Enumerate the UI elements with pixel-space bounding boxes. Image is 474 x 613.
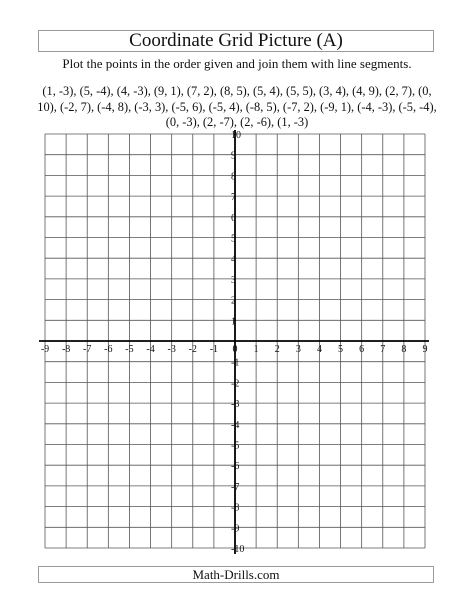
x-tick-label: 9	[422, 344, 428, 355]
y-tick-label: -6	[231, 461, 240, 473]
x-tick-label: -5	[125, 344, 134, 355]
y-tick-label: 1	[231, 316, 236, 328]
worksheet-title: Coordinate Grid Picture (A)	[38, 30, 434, 52]
y-tick-label: 9	[231, 150, 236, 162]
y-tick-label: -8	[231, 502, 240, 514]
y-tick-label: 5	[231, 233, 236, 245]
x-tick-label: -3	[167, 344, 176, 355]
y-tick-label: 3	[231, 274, 236, 286]
footer-credit: Math-Drills.com	[38, 566, 434, 583]
x-tick-label: 3	[295, 344, 301, 355]
point-list: (1, -3), (5, -4), (4, -3), (9, 1), (7, 2), (8, 5), (5, 4), (5, 5), (3, 4), (4, 9), (2, 7), (0, 10), (-2, 7), (-4, 8), (-3, 3), (-5, 6), (-5, 4), (-8, 5), (-7, 2), (-9, 1), (-4, -3), (-5, -4), (0, -3), (2, -7), (2, -6), (1, -3)	[37, 84, 437, 129]
y-tick-label: -3	[231, 399, 240, 411]
x-tick-label: 1	[253, 344, 259, 355]
y-tick-label: 4	[231, 254, 236, 266]
x-tick-label: -6	[104, 344, 113, 355]
y-tick-label: -5	[231, 440, 240, 452]
y-tick-label: 2	[231, 295, 236, 307]
x-tick-label: 6	[359, 344, 365, 355]
y-tick-label: -7	[231, 481, 240, 493]
y-tick-label: -10	[231, 544, 245, 555]
x-tick-label: -8	[61, 344, 71, 355]
y-tick-label: 10	[231, 130, 241, 141]
y-tick-label: 8	[231, 171, 236, 183]
x-tick-label: -4	[146, 344, 155, 355]
x-tick-label: -9	[40, 344, 50, 355]
x-tick-label: 4	[316, 344, 322, 355]
y-tick-label: -1	[231, 357, 240, 369]
y-tick-label: -9	[231, 523, 240, 535]
x-tick-label: -7	[83, 344, 92, 355]
y-tick-label: -2	[231, 378, 240, 390]
x-tick-label: 0	[232, 344, 238, 355]
x-tick-label: -2	[188, 344, 197, 355]
y-tick-label: -4	[231, 419, 240, 431]
x-tick-label: 5	[338, 344, 344, 355]
x-tick-label: 8	[401, 344, 407, 355]
worksheet-instructions: Plot the points in the order given and join them with line segments.	[62, 56, 412, 71]
x-tick-label: 7	[380, 344, 386, 355]
y-tick-label: 7	[231, 192, 236, 204]
y-tick-label: 6	[231, 212, 236, 224]
x-tick-label: 2	[274, 344, 280, 355]
x-tick-label: -1	[209, 344, 219, 355]
